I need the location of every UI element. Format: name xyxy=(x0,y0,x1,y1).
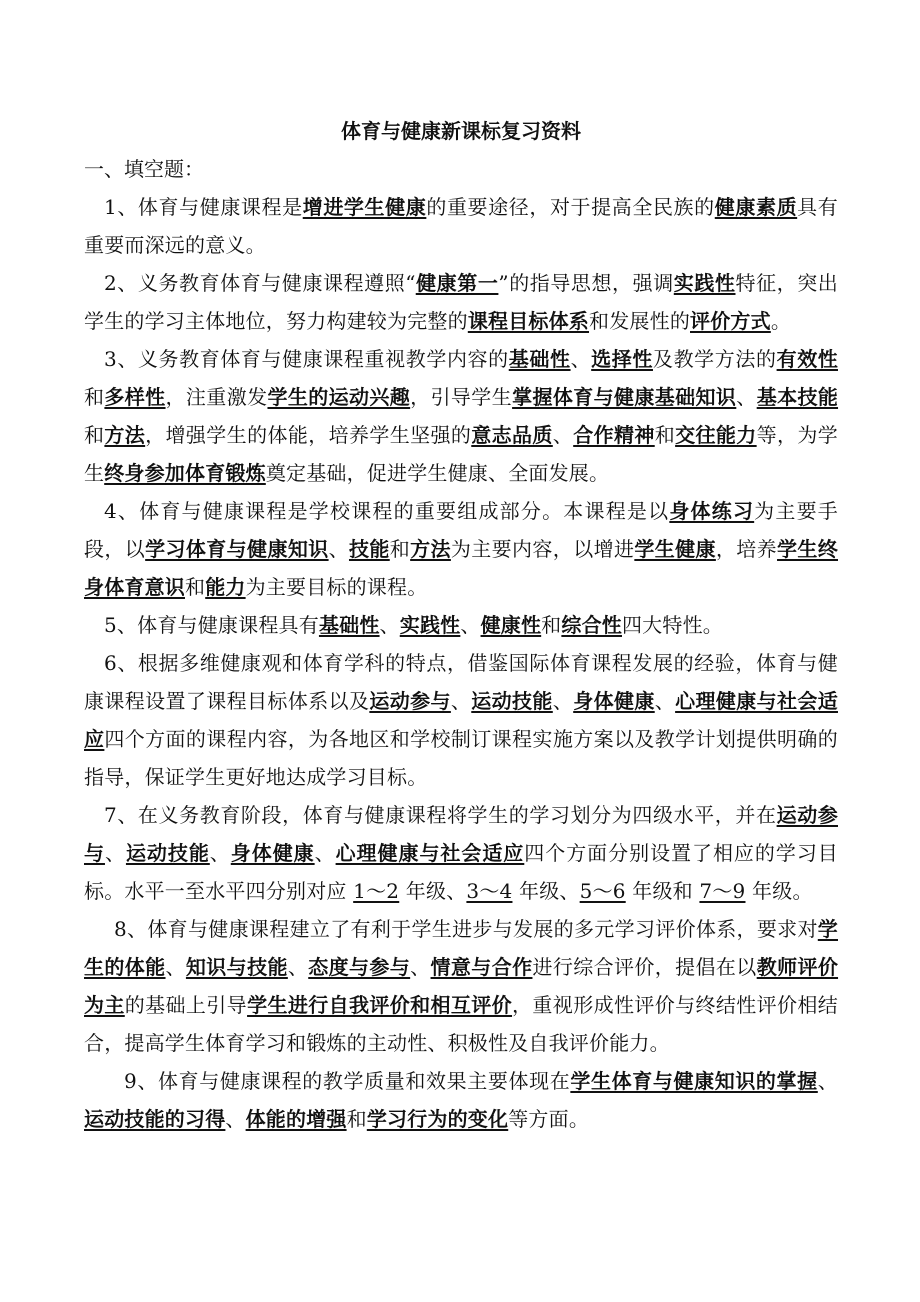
question-item xyxy=(84,644,838,796)
question-text: 等方面。 xyxy=(508,1107,590,1131)
question-text: 、 xyxy=(314,841,336,865)
answer-blank: 课程目标体系 xyxy=(467,309,590,333)
question-text: 、 xyxy=(165,955,186,979)
answer-blank: 实践性 xyxy=(673,271,736,295)
question-text: ，注重激发 xyxy=(165,385,268,409)
answer-blank: 学生的体能 xyxy=(84,917,838,979)
question-item xyxy=(84,1062,838,1138)
question-text: 8、体育与健康课程建立了有利于学生进步与发展的多元学习评价体系，要求对 xyxy=(114,917,818,941)
answer-blank: 实践性 xyxy=(399,613,461,637)
question-text: 、 xyxy=(552,423,574,447)
answer-blank: 健康素质 xyxy=(714,195,798,219)
answer-blank: 学习行为的变化 xyxy=(366,1107,509,1131)
question-item xyxy=(84,264,838,340)
answer-blank: 学生终身体育意识 xyxy=(84,537,838,599)
answer-blank: 学习体育与健康知识 xyxy=(145,537,329,561)
answer-blank: 意志品质 xyxy=(471,423,553,447)
question-text: 的重要途径，对于提高全民族的 xyxy=(426,195,715,219)
question-item xyxy=(84,796,838,910)
question-text: 、 xyxy=(410,955,431,979)
answer-blank: 知识与技能 xyxy=(185,955,288,979)
answer-blank: 有效性 xyxy=(776,347,838,371)
question-text: 为主要内容，以增进 xyxy=(450,537,635,561)
question-text: 和 xyxy=(346,1107,367,1131)
answer-blank: 基础性 xyxy=(318,613,380,637)
question-text: 、 xyxy=(209,841,231,865)
question-text: ，增强学生的体能，培养学生坚强的 xyxy=(145,423,472,447)
answer-blank: 掌握体育与健康基础知识 xyxy=(512,385,737,409)
answer-blank: 方法 xyxy=(104,423,146,447)
answer-blank: 1～2 xyxy=(353,879,400,903)
question-text: 和 xyxy=(84,423,105,447)
answer-blank: 学生的运动兴趣 xyxy=(267,385,411,409)
question-text: 6、根据多维健康观和体育学科的特点，借鉴国际体育课程发展的经验，体育与健康课程设置了课程目标体系以及 xyxy=(84,651,838,713)
question-text: ”的指导思想，强调 xyxy=(498,271,674,295)
question-text: 年级。 xyxy=(745,879,813,903)
answer-blank: 态度与参与 xyxy=(308,955,411,979)
answer-blank: 教师评价为主 xyxy=(84,955,839,1017)
answer-blank: 多样性 xyxy=(104,385,166,409)
answer-blank: 能力 xyxy=(205,575,246,599)
answer-blank: 健康性 xyxy=(480,613,542,637)
question-text: 、 xyxy=(104,841,126,865)
answer-blank: 运动参与 xyxy=(84,803,838,865)
answer-blank: 身体健康 xyxy=(230,841,315,865)
answer-blank: 体能的增强 xyxy=(245,1107,347,1131)
answer-blank: 终身参加体育锻炼 xyxy=(104,461,266,485)
question-text: 3、义务教育体育与健康课程重视教学内容的 xyxy=(104,347,509,371)
question-text: 、 xyxy=(328,537,349,561)
question-text: 四个方面的课程内容，为各地区和学校制订课程实施方案以及教学计划提供明确的指导，保证学生更好地达成学习目标。 xyxy=(84,727,839,789)
page-title: 体育与健康新课标复习资料 xyxy=(341,119,581,143)
question-text: 9、体育与健康课程的教学质量和效果主要体现在 xyxy=(124,1069,571,1093)
question-text: 和 xyxy=(389,537,411,561)
question-text: 和 xyxy=(185,575,206,599)
question-text: 、 xyxy=(460,613,481,637)
question-text: 特征，突出学生的学习主体地位，努力构建较为完整的 xyxy=(84,271,838,333)
answer-blank: 交往能力 xyxy=(675,423,757,447)
question-text: 4、体育与健康课程是学校课程的重要组成部分。本课程是以 xyxy=(104,499,670,523)
question-text: 等，为学生 xyxy=(84,423,838,485)
answer-blank: 选择性 xyxy=(591,347,653,371)
question-item xyxy=(84,188,838,264)
question-text: 和 xyxy=(654,423,676,447)
answer-blank: 方法 xyxy=(410,537,451,561)
answer-blank: 3～4 xyxy=(466,879,513,903)
question-text: 5、体育与健康课程具有 xyxy=(104,613,319,637)
answer-blank: 7～9 xyxy=(699,879,746,903)
answer-blank: 运动技能的习得 xyxy=(84,1107,226,1131)
question-text: 为主要目标的课程。 xyxy=(245,575,428,599)
question-text: 1、体育与健康课程是 xyxy=(104,195,303,219)
question-text: 奠定基础，促进学生健康、全面发展。 xyxy=(265,461,610,485)
question-item xyxy=(84,910,838,1062)
question-list xyxy=(84,188,838,1138)
answer-blank: 情意与合作 xyxy=(430,955,533,979)
question-text: 四大特性。 xyxy=(621,613,723,637)
question-text: 和发展性的 xyxy=(589,309,691,333)
answer-blank: 健康第一 xyxy=(415,271,499,295)
question-text: ，培养 xyxy=(715,537,778,561)
answer-blank: 综合性 xyxy=(561,613,622,637)
answer-blank: 身体健康 xyxy=(573,689,655,713)
question-text: 、 xyxy=(736,385,757,409)
answer-blank: 合作精神 xyxy=(573,423,655,447)
question-text: ，重视形成性评价与终结性评价相结合，提高学生体育学习和锻炼的主动性、积极性及自我评价能力。 xyxy=(84,993,838,1055)
question-text: 年级、 xyxy=(399,879,467,903)
answer-blank: 运动技能 xyxy=(471,689,553,713)
question-text: 的基础上引导 xyxy=(124,993,248,1017)
question-item xyxy=(84,606,838,644)
question-text: 、 xyxy=(225,1107,246,1131)
question-text: 及教学方法的 xyxy=(652,347,777,371)
question-text: 四个方面分别设置了相应的学习目标。水平一至水平四分别对应 xyxy=(84,841,838,903)
question-text: 年级、 xyxy=(512,879,580,903)
question-text: 为主要手段，以 xyxy=(84,499,838,561)
answer-blank: 心理健康与社会适应 xyxy=(335,841,525,865)
question-text: 具有重要而深远的意义。 xyxy=(84,195,838,257)
answer-blank: 心理健康与社会适应 xyxy=(84,689,838,751)
question-item xyxy=(84,492,838,606)
question-text: 、 xyxy=(817,1069,838,1093)
question-text: 和 xyxy=(541,613,562,637)
answer-blank: 评价方式 xyxy=(690,309,771,333)
question-text: 、 xyxy=(552,689,574,713)
section-heading: 一、填空题： xyxy=(84,157,204,181)
answer-blank: 学生健康 xyxy=(634,537,716,561)
question-text: 、 xyxy=(379,613,400,637)
answer-blank: 增进学生健康 xyxy=(302,195,427,219)
question-text: 、 xyxy=(450,689,472,713)
question-text: 和 xyxy=(84,385,105,409)
answer-blank: 运动参与 xyxy=(369,689,451,713)
question-text: 2、义务教育体育与健康课程遵照“ xyxy=(104,271,416,295)
question-text: ，引导学生 xyxy=(410,385,513,409)
question-text: 进行综合评价，提倡在以 xyxy=(532,955,757,979)
answer-blank: 基础性 xyxy=(508,347,571,371)
question-text: 、 xyxy=(570,347,592,371)
question-text: 年级和 xyxy=(625,879,700,903)
answer-blank: 学生体育与健康知识的掌握 xyxy=(570,1069,818,1093)
question-text: 、 xyxy=(287,955,309,979)
answer-blank: 技能 xyxy=(348,537,390,561)
answer-blank: 身体练习 xyxy=(669,499,755,523)
answer-blank: 运动技能 xyxy=(125,841,210,865)
answer-blank: 基本技能 xyxy=(756,385,839,409)
question-text: 7、在义务教育阶段，体育与健康课程将学生的学习划分为四级水平，并在 xyxy=(104,803,777,827)
question-text: 。 xyxy=(770,309,792,333)
question-item xyxy=(84,340,838,492)
answer-blank: 学生进行自我评价和相互评价 xyxy=(247,993,513,1017)
question-text: 、 xyxy=(654,689,676,713)
document-page xyxy=(84,112,838,1138)
answer-blank: 5～6 xyxy=(579,879,626,903)
